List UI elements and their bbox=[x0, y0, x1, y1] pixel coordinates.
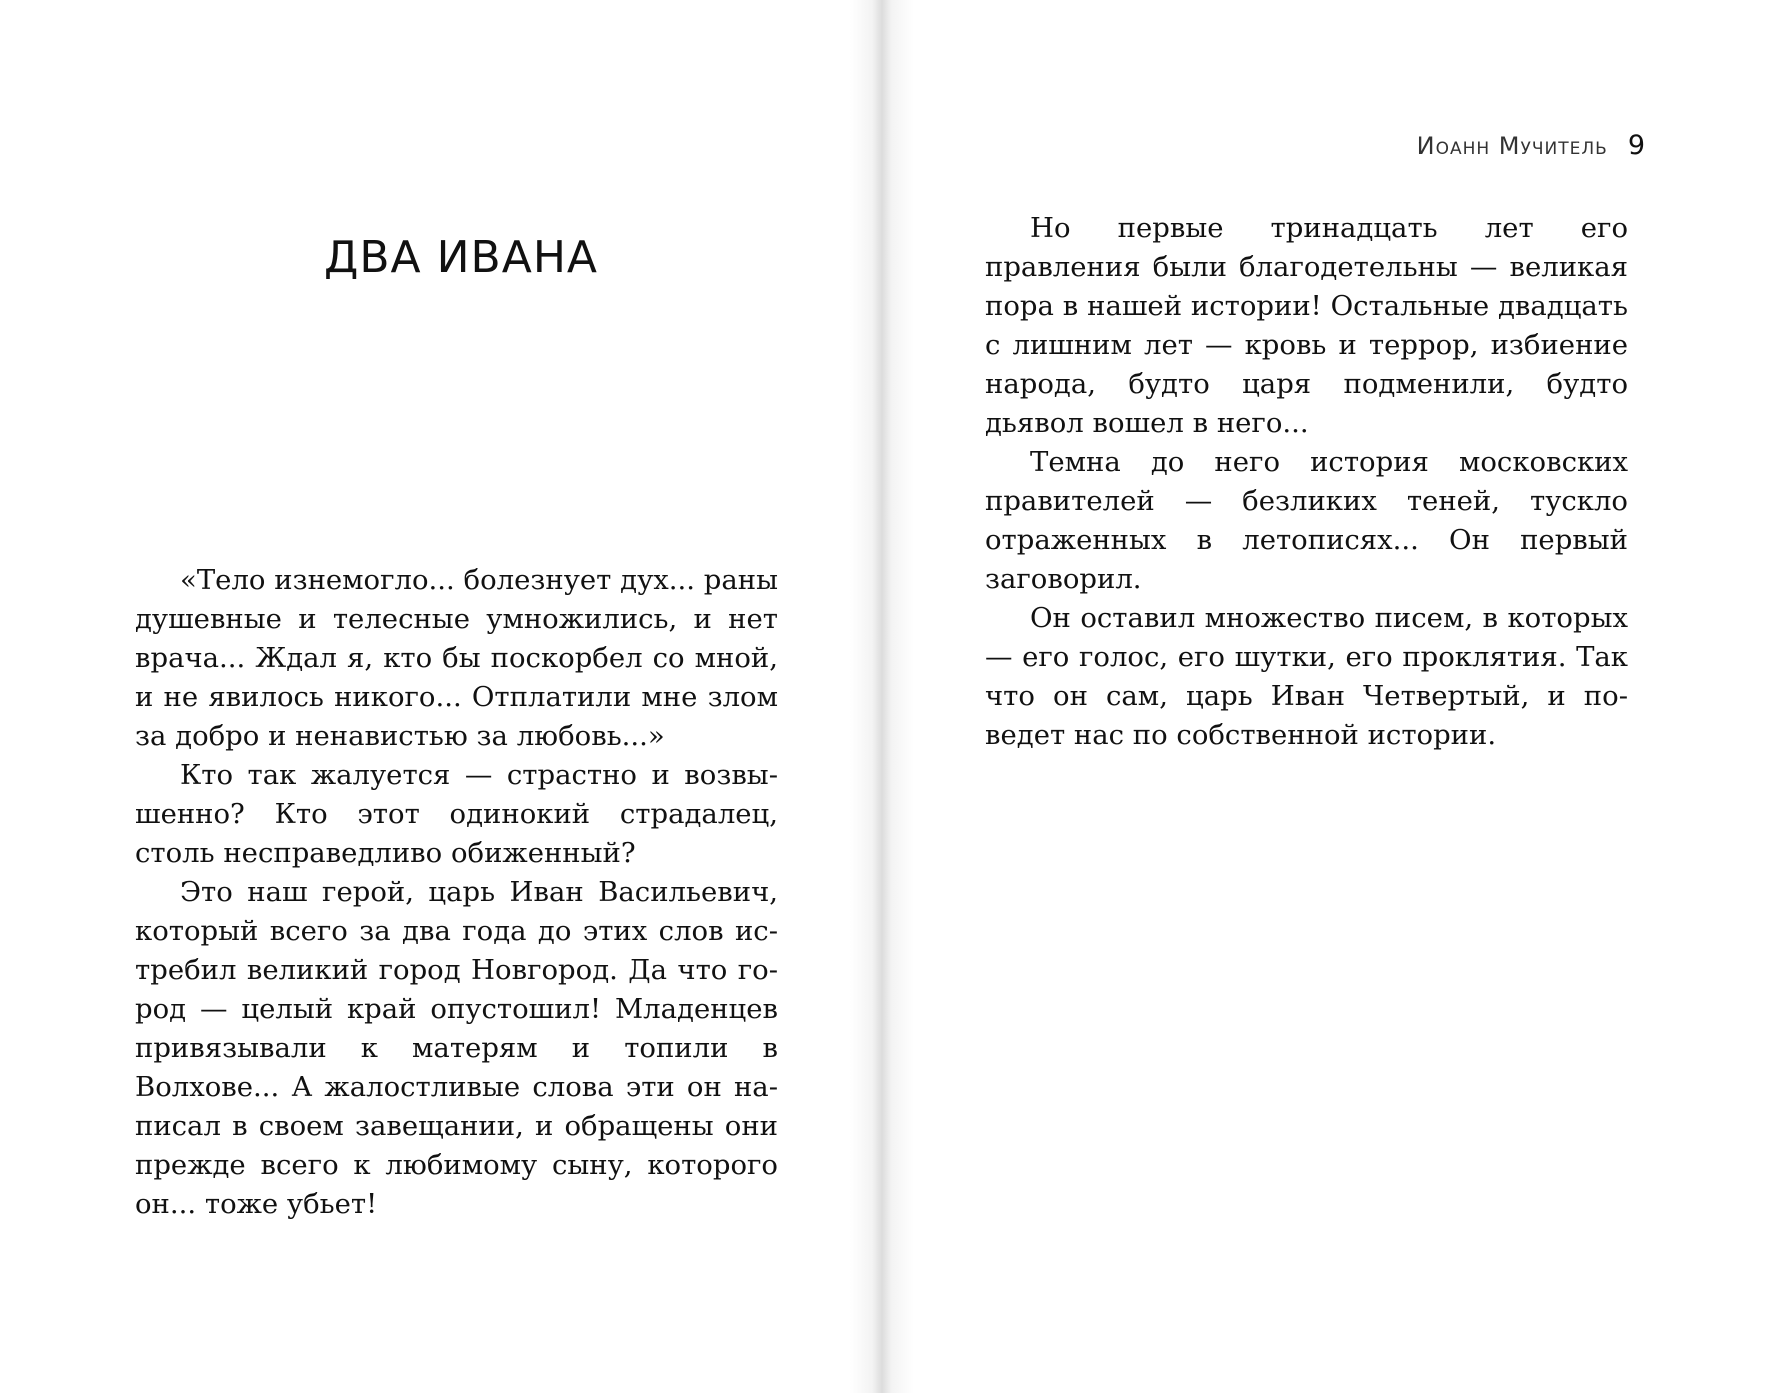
paragraph: Темна до него история московских правителей — безликих теней, тускло отраженных в летописях... Он первый заговорил. bbox=[985, 446, 1628, 595]
page-number: 9 bbox=[1627, 130, 1645, 161]
paragraph: Он оставил множество писем, в которых — его голос, его шутки, его проклятия. Так что он сам, царь Иван Четвертый, и поведет нас по собственной истории. bbox=[985, 602, 1628, 751]
right-page-body bbox=[985, 209, 1628, 755]
left-page bbox=[0, 0, 882, 1393]
paragraph: Но первые тринадцать лет его правления были благодетельны — великая пора в нашей истории! Остальные двадцать с лишним лет — кровь и террор, избиение народа, будто царя подменили, будто дьявол вошел в него... bbox=[985, 212, 1628, 439]
paragraph: Кто так жалуется — страстно и возвышенно? Кто этот одинокий страдалец, столь несправедливо обиженный? bbox=[135, 759, 778, 869]
running-head bbox=[1417, 130, 1645, 161]
paragraph: «Тело изнемогло... болезнует дух... раны душевные и телесные умножились, и нет врача... Ждал я, кто бы поскорбел со мной, и не явилось никого... Отплатили мне злом за добро и ненавистью за любовь...» bbox=[135, 564, 778, 752]
paragraph: Это наш герой, царь Иван Васильевич, который всего за два года до этих слов истребил великий город Новгород. Да что город — целый край опустошил! Младенцев привязывали к матерям и топили в Волхове... А жалостливые слова эти он написал в своем завещании, и обращены они прежде всего к любимому сыну, которого он... тоже убьет! bbox=[135, 876, 778, 1220]
running-title: Иоанн Мучитель bbox=[1416, 132, 1608, 160]
chapter-title: ДВА ИВАНА bbox=[323, 232, 599, 283]
book-gutter bbox=[850, 0, 914, 1393]
left-page-body bbox=[135, 561, 778, 1224]
